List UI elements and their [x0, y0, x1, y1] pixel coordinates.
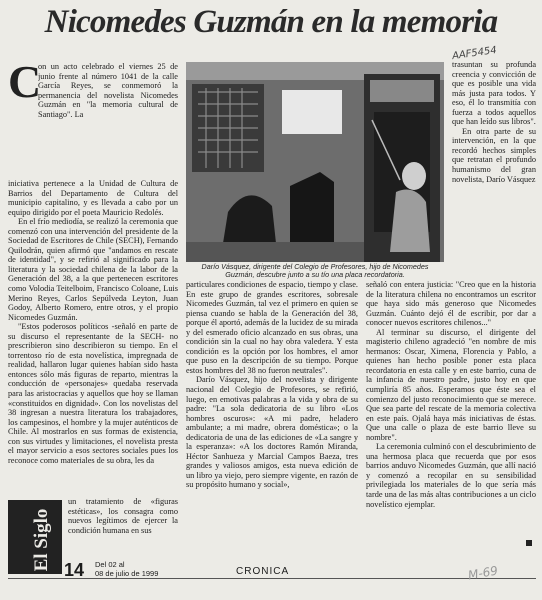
svg-text:El Siglo: El Siglo — [31, 508, 52, 572]
el-siglo-logo — [8, 500, 62, 574]
paragraph: señaló con entera justicia: "Creo que en la historia de la literatura chilena no encontramos un escritor que haya sido más generoso que Nicomedes Guzmán. Cuánto dejó él de escribir, por dar a conocer nuevos escritores chilenos..." — [366, 280, 536, 328]
paragraph: iniciativa pertenece a la Unidad de Cultura de Barrios del Departamento de Cultura del municipio capitalino, y es llevada a cabo por un equipo dirigido por el poeta Mauricio Redolés. — [8, 179, 178, 217]
photo-illustration — [186, 62, 444, 262]
date-line-1: Del 02 al — [95, 560, 125, 569]
article-column-1-bottom — [68, 497, 178, 553]
article-column-3 — [366, 280, 536, 570]
page-number: 14 — [64, 560, 85, 580]
paragraph: Darío Vásquez, hijo del novelista y dirigente nacional del Colegio de Profesores, se refirió, luego, en emotivas palabras a la vida y obra de su padre: "La sola dedicatoria de su libro «Los hombres oscuros»: «A mi padre, heladero ambulante; a mi madre, obrera doméstica»; o la dedicatoria de una de las ediciones de «La sangre y la esperanza»: «A los doctores Ramón Miranda, Héctor Sanhueza y Marcial Campos Baeza, tres grandes y valiosos amigos, esta nueva edición de un libro ya viejo, pero siempre vigente, en razón de su propósito humano y social», — [186, 375, 358, 490]
article-column-2 — [186, 280, 358, 578]
drop-cap: C — [8, 56, 42, 107]
paragraph: La ceremonia culminó con el descubrimiento de una hermosa placa que recuerda que por esos barrios anduvo Nicomedes Guzmán, que allí nació y comenzó a recopilar en su sensibilidad privilegiada los materiales de lo que sería más tarde una de las más altas contribuciones a un ciclo novelístico ejemplar. — [366, 442, 536, 509]
photo-caption: Darío Vásquez, dirigente del Colegio de Profesores, hijo de Nicomedes Guzmán, descubre junto a su tío una placa recordatoria. — [201, 262, 429, 280]
footer-rule — [8, 578, 536, 579]
paragraph: on un acto celebrado el viernes 25 de junio frente al número 1041 de la calle García Reyes, se conmemoró la permanencia del novelista Nicomedes Guzmán en "la memoria cultural de Santiago". La — [38, 62, 178, 119]
paragraph: particulares condiciones de espacio, tiempo y clase. En este grupo de grandes escritores, sobresale Nicomedes Guzmán, tal vez el primero en quien se piensa cuando se habla de la Generación del 38, porque él aportó, además de la lucidez de su mirada y del esmerado oficio alcanzado en sus obras, una condición sin la cual no hay obra valedera. Y esta condición es la opción por los hombres, el amor que puso en la descripción de su tiempo. Porque estos hombres del 38 no fueron neutrales". — [186, 280, 358, 375]
paragraph: un tratamiento de «figuras estéticas», los consagra como nuevos legítimos de ejercer la condición humana en sus — [68, 497, 178, 535]
article-column-3-top — [452, 60, 536, 276]
headline: Nicomedes Guzmán en la memoria — [44, 4, 498, 40]
section-name: CRONICA — [236, 566, 290, 577]
paragraph: En el frío mediodía, se realizó la ceremonia que comenzó con una intervención del presidente de la Sociedad de Escritores de Chile (SECH), Fernando Quilodrán, quien afirmó que "andamos en rescate de identidad", y se refirió al significado para la literatura y la sociedad chilena de la labor de la Generación del 38, a la que pertenecen escritores como Volodia Teitelboim, Francisco Coloane, Luis Merino Reyes, Carlos Sepúlveda Leyton, Juan Godoy, Alberto Romero, entre otros, y el propio Nicomedes Guzmán. — [8, 217, 178, 322]
handwritten-archive-code: AAF5454 — [451, 44, 498, 63]
article-column-1 — [8, 179, 178, 497]
date-line-2: 08 de julio de 1999 — [95, 568, 159, 578]
paragraph: trasuntan su profunda creencia y convicción de que es posible una vida más justa para todos. Y eso, él lo transmitía con fuerza a todos aquellos que han leído sus libros". — [452, 60, 536, 127]
paragraph: "Estos poderosos políticos -señaló en parte de su discurso el representante de la SECH- no prescribieron sino describieron su tiempo. En el torrentoso río de esta novelística, impregnada de realidad, hallaron lugar quienes habían sido hasta entonces sólo más figuras de reparto, mientras la conducción de «personajes» quedaba reservada para las aristocracias y aquellos que hoy se llaman «constituidos en dignidad». Con los novelistas del 38 ingresan a nuestra literatura los trabajadores, los campesinos, el hombre y la mujer auténticos de Chile. Al mostrarlos en sus formas de existencia, con sus virtudes y limitaciones, el novelista presta el mayor servicio a esos sectores sociales pues los reconoce como materiales de su obra, les da — [8, 322, 178, 465]
issue-date — [95, 561, 158, 578]
end-of-article-mark — [526, 540, 532, 546]
paragraph: En otra parte de su intervención, en la que recordó hechos simples que retratan el profundo humanismo del gran novelista, Darío Vásquez — [452, 126, 536, 184]
article-column-1-top — [38, 62, 178, 179]
paragraph: Al terminar su discurso, el dirigente del magisterio chileno agradeció "en nombre de mis hermanos: Oscar, Ximena, Florencia y Pablo, a quienes han hecho posible poner esta placa recordatoria en esta calle y en este barrio, cuna de la infancia de nuestro padre, justo hoy en que cumpliría 85 años. Esperamos que éste sea el comienzo del justo reconocimiento que se merece. Que sea parte del rescate de la memoria colectiva en este país. Ojalá haya más iniciativas de éstas. Que una calle o plaza de este barrio lleve su nombre". — [366, 327, 536, 442]
handwritten-note: M-69 — [467, 563, 499, 583]
ceremony-photo — [186, 62, 444, 262]
